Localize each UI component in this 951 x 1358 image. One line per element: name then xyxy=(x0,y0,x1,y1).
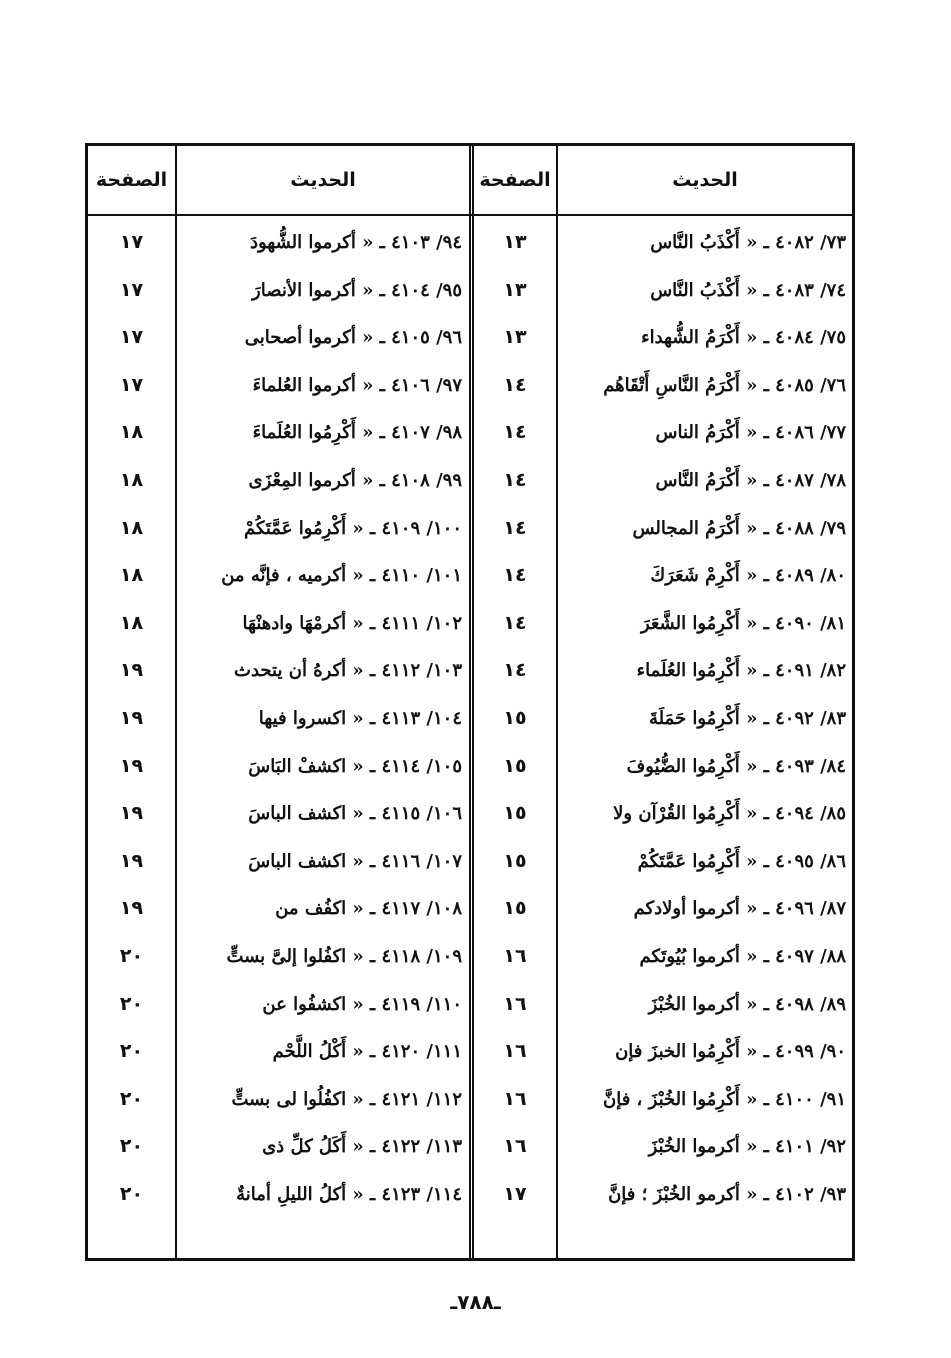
hadith-entry: ٩٢/ ٤١٠١ ـ « أكرموا الخُبْزَ xyxy=(648,1136,846,1158)
page-number-cell: ١٩ xyxy=(119,754,144,777)
page-number-cell: ٢٠ xyxy=(119,1135,144,1158)
page-number-cell: ١٦ xyxy=(503,945,527,967)
page-number-cell: ١٧ xyxy=(119,326,144,349)
hadith-entry: ٨٢/ ٤٠٩١ ـ « أَكْرِمُوا العُلَماء xyxy=(636,660,846,682)
hadith-entry: ١١٤/ ٤١٢٣ ـ « أكلُ الليلِ أمانةٌ xyxy=(236,1184,462,1205)
page-number-cell: ١٨ xyxy=(119,421,144,444)
page-number-cell: ١٧ xyxy=(119,373,144,396)
page-number-cell: ١٧ xyxy=(503,1183,527,1205)
page-number-cell: ١٦ xyxy=(503,992,527,1015)
page-number-cell: ١٩ xyxy=(119,707,144,729)
page-number-cell: ١٩ xyxy=(119,802,144,825)
page-number-cell: ٢٠ xyxy=(119,1183,144,1205)
page-number-cell: ١٤ xyxy=(503,373,527,396)
hadith-entry: ١٠٢/ ٤١١١ ـ « أكرمْهَا وادهنْهَا xyxy=(242,612,462,634)
page-number-cell: ١٣ xyxy=(503,326,527,349)
page-number-cell: ١٩ xyxy=(119,659,144,682)
hadith-entry: ٩٧/ ٤١٠٦ ـ « أكرموا العُلماءَ xyxy=(252,374,462,396)
page-number-cell: ١٨ xyxy=(119,611,144,634)
page-number-cell: ٢٠ xyxy=(119,1087,144,1110)
hadith-entry: ٩٣/ ٤١٠٢ ـ « أكرمو الخُبْزَ ؛ فإنَّ xyxy=(608,1184,846,1205)
hadith-entry: ١٠٠/ ٤١٠٩ ـ « أَكْرِمُوا عَمَّتَكُمْ xyxy=(243,517,462,539)
page-number-cell: ١٥ xyxy=(503,897,527,920)
page-number-cell: ١٥ xyxy=(503,754,527,777)
header-divider xyxy=(88,214,852,216)
hadith-entry: ١١١/ ٤١٢٠ ـ « أَكْلُ اللَّحْم xyxy=(272,1041,462,1063)
hadith-entry: ٨٨/ ٤٠٩٧ ـ « أكرموا بُيُوتَكم xyxy=(639,946,846,967)
hadith-entry: ١٠٤/ ٤١١٣ ـ « اكسروا فيها xyxy=(258,708,462,729)
hadith-entry: ٩٤/ ٤١٠٣ ـ « أكرموا الشُّهودَ xyxy=(249,232,462,253)
hadith-entry: ١١٢/ ٤١٢١ ـ « اكفُلُوا لى بستٍّ xyxy=(231,1088,462,1110)
page-number-cell: ١٤ xyxy=(503,611,527,634)
page-number-cell: ١٤ xyxy=(503,421,527,444)
hadith-entry: ٩٦/ ٤١٠٥ ـ « أكرموا أصحابى xyxy=(244,327,462,349)
page-number-cell: ٢٠ xyxy=(119,992,144,1015)
page-number-cell: ١٨ xyxy=(119,564,144,587)
hadith-entry: ٧٦/ ٤٠٨٥ ـ « أَكْرَمُ النَّاسِ أَتْقَاهُم xyxy=(603,374,846,396)
page-number-cell: ١٩ xyxy=(119,849,144,872)
page-number-cell: ١٤ xyxy=(503,564,527,587)
page-number-cell: ١٦ xyxy=(503,1040,527,1063)
page-number-cell: ١٨ xyxy=(119,469,144,491)
hadith-entry: ٩٩/ ٤١٠٨ ـ « أكرموا المِعْزَى xyxy=(248,470,462,491)
hadith-entry: ٧٩/ ٤٠٨٨ ـ « أَكْرَمُ المجالس xyxy=(632,517,846,539)
hadith-entry: ٨٤/ ٤٠٩٣ ـ « أَكْرِمُوا الضُّيُوفَ xyxy=(626,755,846,777)
hadith-entry: ٨٩/ ٤٠٩٨ ـ « أكرموا الخُبْزَ xyxy=(648,993,846,1015)
page-number-cell: ١٤ xyxy=(503,659,527,682)
hadith-entry: ٨٣/ ٤٠٩٢ ـ « أَكْرِمُوا حَمَلَةَ xyxy=(648,708,846,729)
page-number-cell: ١٧ xyxy=(119,231,144,253)
page-number-cell: ١٥ xyxy=(503,802,527,825)
hadith-entry: ٩١/ ٤١٠٠ ـ « أَكْرِمُوا الخُبْزَ ، فإنَّ xyxy=(602,1088,846,1110)
hadith-entry: ١٠١/ ٤١١٠ ـ « أكرميه ، فإنَّه من xyxy=(221,565,462,587)
column-divider xyxy=(556,146,558,1258)
page-number-cell: ١٥ xyxy=(503,849,527,872)
hadith-entry: ١٠٣/ ٤١١٢ ـ « أكرهُ أن يتحدث xyxy=(234,660,462,682)
page-number-cell: ١٨ xyxy=(119,516,144,539)
hadith-entry: ٨٥/ ٤٠٩٤ ـ « أَكْرِمُوا القُرْآن ولا xyxy=(613,803,846,825)
hadith-entry: ٨٧/ ٤٠٩٦ ـ « أكرموا أولادكم xyxy=(633,898,846,920)
hadith-entry: ١١٣/ ٤١٢٢ ـ « أَكَلُ كلِّ ذى xyxy=(262,1136,462,1158)
page-number: ـ٧٨٨ـ xyxy=(450,1290,501,1314)
hadith-entry: ١٠٦/ ٤١١٥ ـ « اكشف الباسَ xyxy=(248,803,462,825)
left-hadith-header: الحديث xyxy=(290,169,356,191)
page-number-cell: ١٧ xyxy=(119,278,144,301)
right-page-header: الصفحة xyxy=(479,169,551,191)
hadith-entry: ٧٧/ ٤٠٨٦ ـ « أَكْرَمُ الناس xyxy=(655,422,846,444)
page-number-cell: ١٤ xyxy=(503,516,527,539)
hadith-entry: ١٠٥/ ٤١١٤ ـ « اكشفْ البَاسَ xyxy=(248,755,462,777)
page-number-cell: ١٦ xyxy=(503,1087,527,1110)
page-number-cell: ١٣ xyxy=(503,278,527,301)
hadith-entry: ٩٥/ ٤١٠٤ ـ « أكرموا الأنصارَ xyxy=(252,279,462,301)
page-number-cell: ٢٠ xyxy=(119,945,144,967)
page-number-cell: ١٦ xyxy=(503,1135,527,1158)
page-number-cell: ١٩ xyxy=(119,897,144,920)
hadith-entry: ٨٠/ ٤٠٨٩ ـ « أَكْرِمْ شَعَرَكَ xyxy=(650,565,846,587)
hadith-entry: ٧٨/ ٤٠٨٧ ـ « أَكْرَمُ النَّاس xyxy=(655,470,846,491)
hadith-entry: ٩٠/ ٤٠٩٩ ـ « أَكْرِمُوا الخبزَ فإن xyxy=(615,1041,846,1063)
column-divider xyxy=(175,146,177,1258)
hadith-entry: ٨٦/ ٤٠٩٥ ـ « أَكْرِمُوا عَمَّتَكُمْ xyxy=(637,850,846,872)
hadith-entry: ١٠٩/ ٤١١٨ ـ « اكفُلوا إلىَّ بستٍّ xyxy=(226,946,462,967)
page-number-cell: ١٥ xyxy=(503,707,527,729)
hadith-entry: ٧٤/ ٤٠٨٣ ـ « أَكْذَبُ النَّاس xyxy=(650,279,846,301)
hadith-entry: ١٠٧/ ٤١١٦ ـ « اكشف الباسَ xyxy=(248,850,462,872)
hadith-entry: ٧٣/ ٤٠٨٢ ـ « أَكْذَبُ النَّاس xyxy=(650,232,846,253)
page-number-cell: ١٤ xyxy=(503,469,527,491)
hadith-entry: ٧٥/ ٤٠٨٤ ـ « أَكْرَمُ الشُّهداء xyxy=(641,327,846,349)
hadith-entry: ١١٠/ ٤١١٩ ـ « اكشفُوا عن xyxy=(262,993,462,1015)
hadith-entry: ١٠٨/ ٤١١٧ ـ « اكفُف من xyxy=(275,898,462,920)
hadith-entry: ٩٨/ ٤١٠٧ ـ « أَكْرِمُوا العُلَماءَ xyxy=(252,422,462,444)
page-number-cell: ١٣ xyxy=(503,231,527,253)
index-table xyxy=(85,143,855,1261)
right-hadith-header: الحديث xyxy=(672,169,738,191)
left-page-header: الصفحة xyxy=(95,169,168,191)
page-number-cell: ٢٠ xyxy=(119,1040,144,1063)
hadith-entry: ٨١/ ٤٠٩٠ ـ « أَكْرِمُوا الشَّعَرَ xyxy=(640,612,846,634)
